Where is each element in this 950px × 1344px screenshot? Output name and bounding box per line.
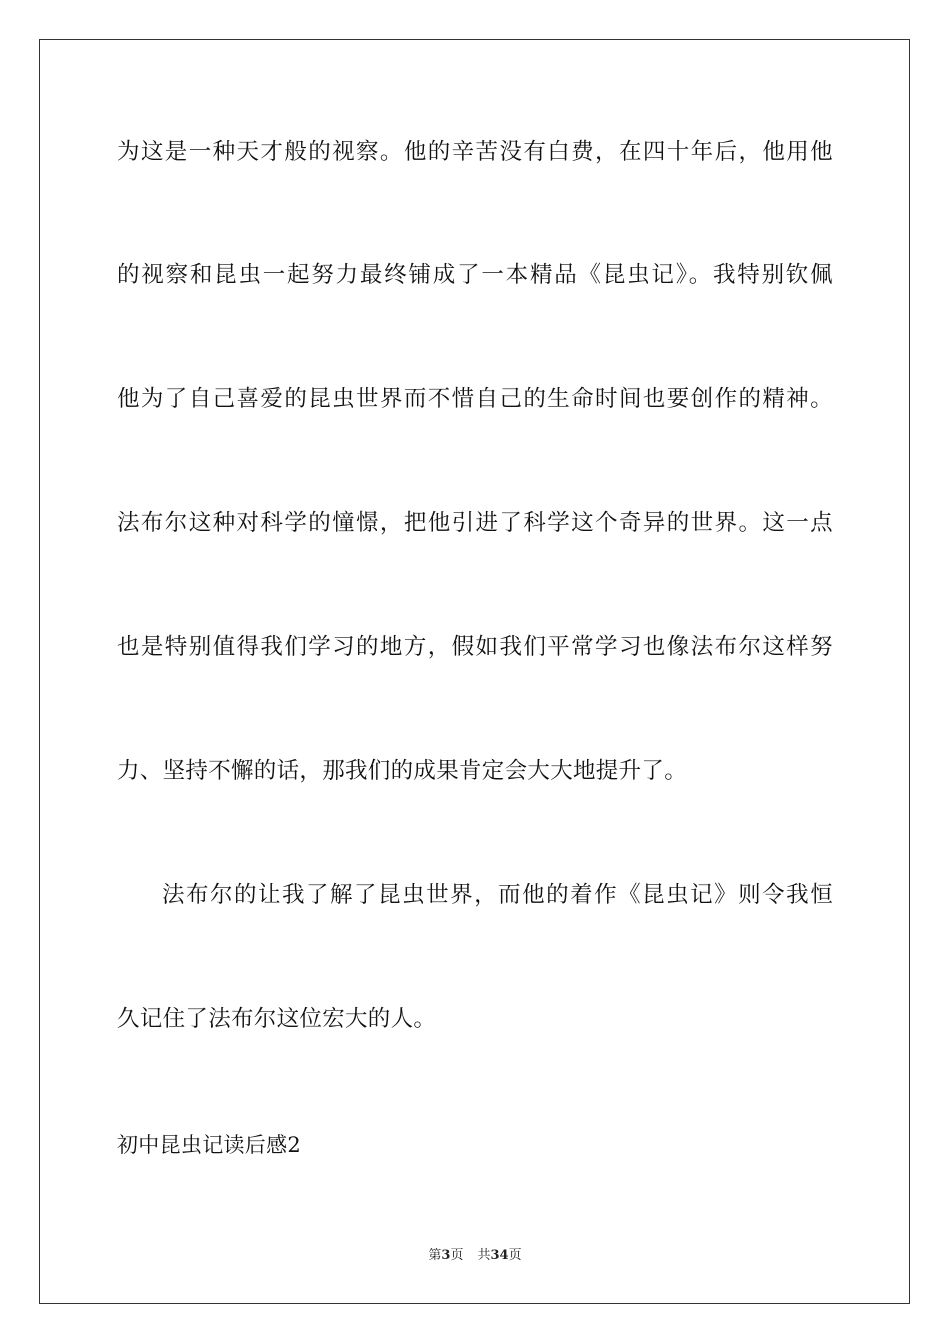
total-pages: 34 xyxy=(490,1248,509,1263)
body-text-line: 他为了自己喜爱的昆虫世界而不惜自己的生命时间也要创作的精神。 xyxy=(117,386,833,412)
body-text-line: 的视察和昆虫一起努力最终铺成了一本精品《昆虫记》。我特别钦佩 xyxy=(117,262,833,288)
section-heading: 初中昆虫记读后感2 xyxy=(117,1133,302,1157)
page-border xyxy=(39,39,910,1304)
body-text-line: 为这是一种天才般的视察。他的辛苦没有白费，在四十年后，他用他 xyxy=(117,139,833,165)
page-prefix: 第 xyxy=(428,1248,442,1263)
page-footer xyxy=(0,1247,950,1265)
paragraph-first-line: 法布尔的让我了解了昆虫世界，而他的着作《昆虫记》则令我恒 xyxy=(162,882,833,908)
page-number: 3 xyxy=(441,1248,451,1263)
total-suffix: 页 xyxy=(508,1248,522,1263)
page-suffix: 页 xyxy=(450,1248,464,1263)
body-text-line: 力、坚持不懈的话，那我们的成果肯定会大大地提升了。 xyxy=(117,758,688,784)
total-prefix: 共 xyxy=(477,1248,491,1263)
body-text-line: 法布尔这种对科学的憧憬，把他引进了科学这个奇异的世界。这一点 xyxy=(117,510,833,536)
body-text-line: 久记住了法布尔这位宏大的人。 xyxy=(117,1006,437,1032)
body-text-line: 也是特别值得我们学习的地方，假如我们平常学习也像法布尔这样努 xyxy=(117,634,833,660)
